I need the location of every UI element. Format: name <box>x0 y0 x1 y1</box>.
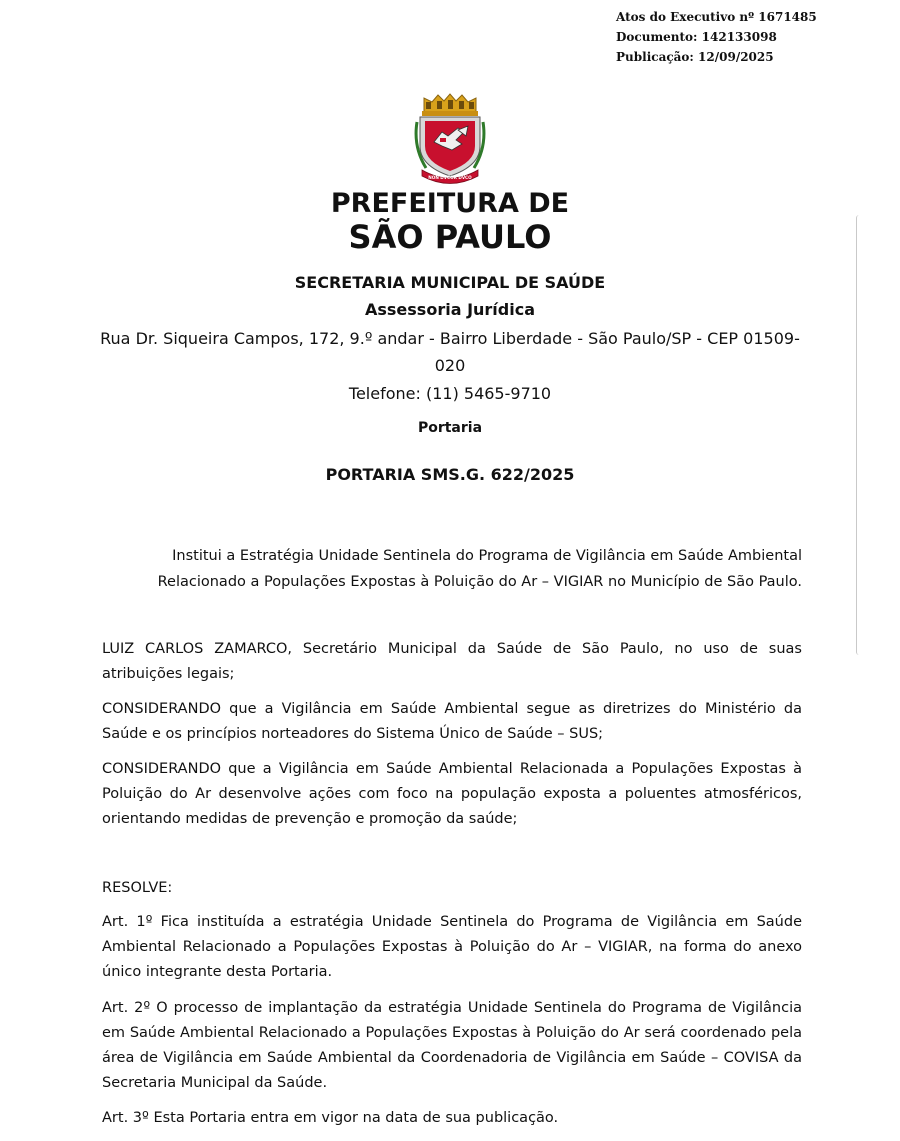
address-line: Rua Dr. Siqueira Campos, 172, 9.º andar - Bairro Liberdade - São Paulo/SP - CEP 01509-020 <box>100 329 800 375</box>
preamble-paragraph: LUIZ CARLOS ZAMARCO, Secretário Municipal da Saúde de São Paulo, no uso de suas atribuições legais; <box>102 641 802 682</box>
assessoria-heading: Assessoria Jurídica <box>365 300 535 319</box>
ementa-text: Institui a Estratégia Unidade Sentinela do Programa de Vigilância em Saúde Ambiental Relacionado a Populações Expostas à Poluição do Ar – VIGIAR no Município de São Paulo. <box>157 548 802 590</box>
document-kind: Portaria <box>417 420 483 436</box>
sao-paulo-coat-of-arms-icon <box>412 92 488 188</box>
document-number: Documento: 142133098 <box>616 30 777 44</box>
publication-metadata <box>616 7 817 67</box>
brand-line-1: PREFEITURA DE <box>330 188 570 219</box>
article-2: Art. 2º O processo de implantação da estratégia Unidade Sentinela do Programa de Vigilância em Saúde Ambiental Relacionado a Populações Expostas à Poluição do Ar será coordenado pela área de Vigilância em Saúde Ambiental da Coordenadoria de Vigilância em Saúde – COVISA da Secretaria Municipal da Saúde. <box>102 1000 802 1091</box>
phone-line: Telefone: (11) 5465-9710 <box>348 384 552 403</box>
brand-line-2: SÃO PAULO <box>348 218 552 256</box>
considerando-paragraph-2: CONSIDERANDO que a Vigilância em Saúde Ambiental Relacionada a Populações Expostas à Poluição do Ar desenvolve ações com foco na população exposta a poluentes atmosféricos, orientando medidas de prevenção e promoção da saúde; <box>102 761 802 827</box>
article-3: Art. 3º Esta Portaria entra em vigor na data de sua publicação. <box>102 1110 559 1126</box>
document-number-title: PORTARIA SMS.G. 622/2025 <box>325 465 575 484</box>
publication-date: Publicação: 12/09/2025 <box>616 50 774 64</box>
considerando-paragraph-1: CONSIDERANDO que a Vigilância em Saúde Ambiental segue as diretrizes do Ministério da Saúde e os princípios norteadores do Sistema Único de Saúde – SUS; <box>102 701 802 742</box>
atos-number: Atos do Executivo nº 1671485 <box>616 10 817 24</box>
crest-motto: NON DVCOR DVCO <box>428 175 472 180</box>
secretaria-heading: SECRETARIA MUNICIPAL DE SAÚDE <box>294 273 606 292</box>
page-edge-divider <box>856 215 860 655</box>
resolve-label: RESOLVE: <box>102 880 173 896</box>
article-1: Art. 1º Fica instituída a estratégia Unidade Sentinela do Programa de Vigilância em Saúde Ambiental Relacionado a Populações Expostas à Poluição do Ar – VIGIAR, na forma do anexo único integrante desta Portaria. <box>102 914 802 980</box>
